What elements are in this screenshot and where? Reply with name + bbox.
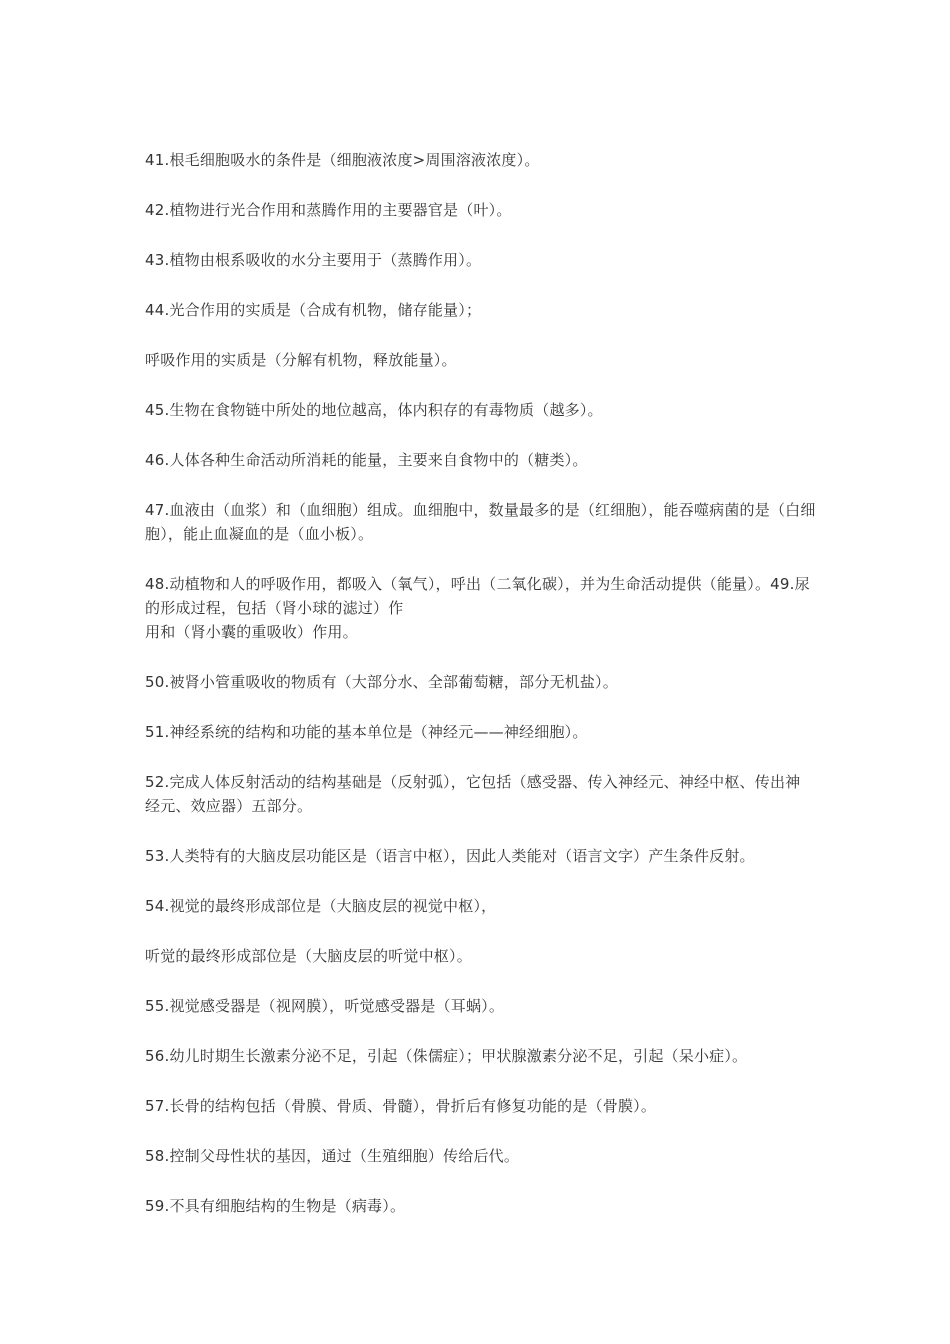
paragraph-53 <box>145 844 837 868</box>
text-line: 46.人体各种生命活动所消耗的能量，主要来自食物中的（糖类）。 <box>145 451 588 469</box>
paragraph-54 <box>145 894 837 918</box>
paragraph-47 <box>145 498 837 546</box>
paragraph-54-continued <box>145 944 837 968</box>
paragraph-57 <box>145 1094 837 1118</box>
text-line: 42.植物进行光合作用和蒸腾作用的主要器官是（叶）。 <box>145 201 512 219</box>
paragraph-48-49 <box>145 572 837 644</box>
paragraph-45 <box>145 398 837 422</box>
text-line: 51.神经系统的结构和功能的基本单位是（神经元——神经细胞）。 <box>145 723 588 741</box>
paragraph-59 <box>145 1194 837 1218</box>
paragraph-55 <box>145 994 837 1018</box>
text-line: 43.植物由根系吸收的水分主要用于（蒸腾作用）。 <box>145 251 482 269</box>
paragraph-58 <box>145 1144 837 1168</box>
text-line: 59.不具有细胞结构的生物是（病毒）。 <box>145 1197 406 1215</box>
text-line: 呼吸作用的实质是（分解有机物，释放能量）。 <box>145 351 457 369</box>
text-line: 58.控制父母性状的基因，通过（生殖细胞）传给后代。 <box>145 1147 520 1165</box>
text-line: 44.光合作用的实质是（合成有机物，储存能量）； <box>145 301 482 319</box>
text-line: 45.生物在食物链中所处的地位越高，体内积存的有毒物质（越多）。 <box>145 401 603 419</box>
text-line: 50.被肾小管重吸收的物质有（大部分水、全部葡萄糖，部分无机盐）。 <box>145 673 618 691</box>
paragraph-50 <box>145 670 837 694</box>
paragraph-44 <box>145 298 837 322</box>
paragraph-51 <box>145 720 837 744</box>
text-line: 56.幼儿时期生长激素分泌不足，引起（侏儒症）；甲状腺激素分泌不足，引起（呆小症）。 <box>145 1047 748 1065</box>
text-line: 53.人类特有的大脑皮层功能区是（语言中枢），因此人类能对（语言文字）产生条件反射。 <box>145 847 755 865</box>
paragraph-46 <box>145 448 837 472</box>
paragraph-41 <box>145 148 837 172</box>
text-line: 的形成过程，包括（肾小球的滤过）作 <box>145 599 404 617</box>
paragraph-43 <box>145 248 837 272</box>
paragraph-42 <box>145 198 837 222</box>
text-line: 用和（肾小囊的重吸收）作用。 <box>145 623 358 641</box>
text-line: 经元、效应器）五部分。 <box>145 797 313 815</box>
text-line: 47.血液由（血浆）和（血细胞）组成。血细胞中，数量最多的是（红细胞），能吞噬病菌的是（白细 <box>145 501 816 519</box>
text-line: 55.视觉感受器是（视网膜），听觉感受器是（耳蜗）。 <box>145 997 505 1015</box>
paragraph-52 <box>145 770 837 818</box>
document-body <box>145 148 837 1244</box>
text-line: 57.长骨的结构包括（骨膜、骨质、骨髓），骨折后有修复功能的是（骨膜）。 <box>145 1097 657 1115</box>
text-line: 48.动植物和人的呼吸作用，都吸入（氧气），呼出（二氧化碳），并为生命活动提供（能量）。49.尿 <box>145 575 810 593</box>
text-line: 52.完成人体反射活动的结构基础是（反射弧），它包括（感受器、传入神经元、神经中枢、传出神 <box>145 773 801 791</box>
text-line: 41.根毛细胞吸水的条件是（细胞液浓度>周围溶液浓度）。 <box>145 151 540 169</box>
text-line: 54.视觉的最终形成部位是（大脑皮层的视觉中枢）， <box>145 897 497 915</box>
text-line: 胞），能止血凝血的是（血小板）。 <box>145 525 374 543</box>
paragraph-56 <box>145 1044 837 1068</box>
paragraph-44-continued <box>145 348 837 372</box>
text-line: 听觉的最终形成部位是（大脑皮层的听觉中枢）。 <box>145 947 472 965</box>
